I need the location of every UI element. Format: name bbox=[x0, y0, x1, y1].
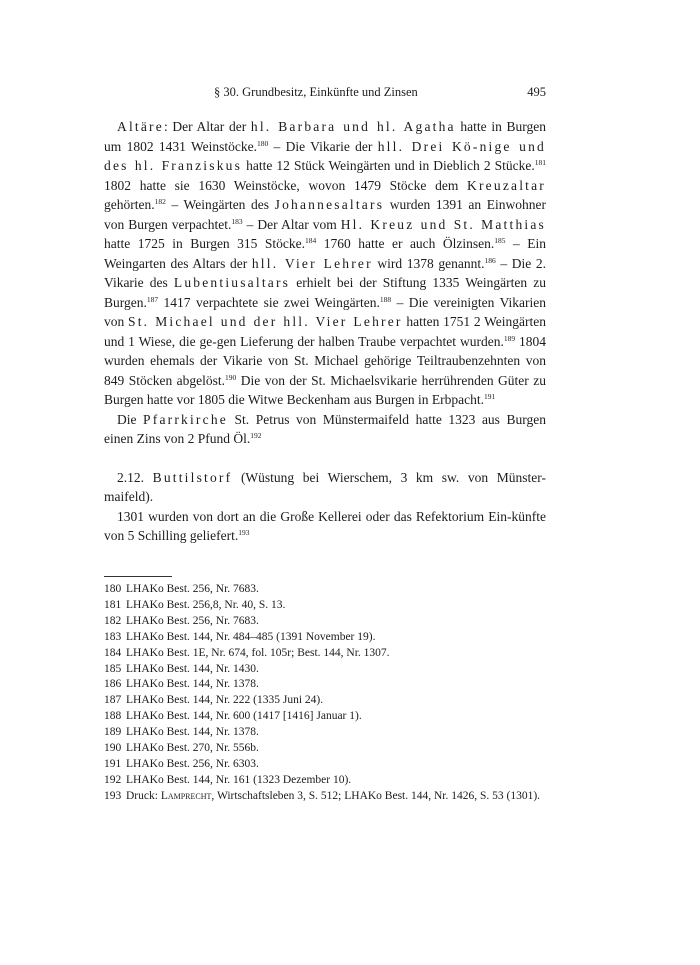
footnote-number: 190 bbox=[104, 742, 122, 755]
footnote-text: LHAKo Best. 256,8, Nr. 40, S. 13. bbox=[126, 598, 286, 611]
spaced-term: Lubentiusaltars bbox=[173, 275, 291, 290]
running-head bbox=[104, 82, 546, 102]
text-run: – Die Vikarie der bbox=[268, 138, 378, 154]
text-run: 2.12. bbox=[117, 469, 153, 485]
text-run: – Weingärten des bbox=[165, 197, 275, 212]
spaced-term: hll. Drei Kö-nige und des hl. Franziskus bbox=[104, 138, 546, 173]
footnote-item bbox=[104, 773, 546, 789]
footnote-text: LHAKo Best. 1E, Nr. 674, fol. 105r; Best. 144, Nr. 1307. bbox=[126, 646, 390, 659]
spaced-term: Pfarrkirche bbox=[143, 411, 228, 427]
footnote-number: 189 bbox=[104, 726, 122, 739]
footnote-text: LHAKo Best. 144, Nr. 1378. bbox=[126, 678, 259, 691]
text-run: – Die 2. Vikarie des bbox=[104, 255, 546, 290]
footnote-marker: 192 bbox=[250, 431, 262, 440]
spaced-term: hl. Barbara und hl. Agatha bbox=[250, 119, 456, 134]
text-run: hatte in Burgen um 1802 1431 Weinstöcke. bbox=[104, 119, 547, 154]
footnote-item bbox=[104, 677, 546, 693]
section-gap bbox=[104, 449, 546, 468]
footnote-item bbox=[104, 709, 546, 725]
footnote-number: 186 bbox=[104, 678, 122, 691]
footnote-text: LHAKo Best. 144, Nr. 600 (1417 [1416] Januar 1). bbox=[126, 710, 362, 723]
text-run: wurden 1391 an Einwohner von Burgen verpachtet. bbox=[104, 197, 546, 232]
footnote-marker: 187 bbox=[146, 294, 159, 304]
footnote-text: LHAKo Best. 144, Nr. 484–485 (1391 November 19). bbox=[126, 630, 376, 643]
text-run: 1802 hatte sie 1630 Weinstöcke, wovon 1479 Stöcke dem bbox=[104, 177, 468, 193]
text-run: Die von der St. Michaelsvikarie herrührenden Güter zu Burgen hatte vor 1805 die Witwe Beckenham aus Burgen in Erbpacht. bbox=[104, 372, 546, 407]
spaced-term: Altäre bbox=[117, 119, 164, 134]
footnote-list bbox=[104, 582, 546, 805]
footnote-number: 191 bbox=[104, 757, 122, 770]
running-title: § 30. Grundbesitz, Einkünfte und Zinsen bbox=[214, 85, 418, 99]
text-run: : Der Altar der bbox=[163, 119, 251, 134]
text-run: wird 1378 genannt. bbox=[372, 255, 485, 271]
text-run: 1301 wurden von dort an die Große Kellerei oder das Refektorium Ein-künfte von 5 Schilling geliefert. bbox=[104, 508, 546, 543]
footnote-item bbox=[104, 741, 546, 757]
text-run: – Ein Weingarten des Altars der bbox=[104, 236, 546, 271]
footnote-item bbox=[104, 693, 546, 709]
footnote-marker: 186 bbox=[484, 255, 496, 265]
spaced-term: Buttilstorf bbox=[152, 469, 233, 485]
spaced-term: hll. Vier Lehrer bbox=[251, 255, 373, 271]
text-run: hatten 1751 2 Weingärten und 1 Wiese, die ge-gen Lieferung der halben Traube verpachtet wurden. bbox=[104, 314, 546, 349]
footnote-marker: 185 bbox=[494, 236, 506, 245]
footnote-number: 182 bbox=[104, 614, 122, 627]
footnote-item bbox=[104, 630, 546, 646]
footnote-number: 192 bbox=[104, 773, 122, 786]
text-run: erhielt bei der Stiftung 1335 Weingärten zu Burgen. bbox=[104, 275, 546, 310]
footnote-text: LHAKo Best. 256, Nr. 7683. bbox=[126, 583, 259, 595]
spaced-term: St. Michael und der hll. Vier Lehrer bbox=[128, 314, 403, 329]
text-run: gehörten. bbox=[104, 197, 155, 212]
text-run: St. Petrus von Münstermaifeld hatte 1323 aus Burgen einen Zins von 2 Pfund Öl. bbox=[104, 411, 546, 446]
footnote-marker: 189 bbox=[503, 333, 516, 343]
footnote-marker: 188 bbox=[379, 294, 392, 304]
footnote-item bbox=[104, 582, 546, 598]
footnote-text: LHAKo Best. 144, Nr. 161 (1323 Dezember 10). bbox=[126, 773, 352, 786]
footnote-number: 185 bbox=[104, 662, 122, 675]
text-run: 1804 wurden ehemals der Vikarie von St. Michael gehörige Teiltraubenzehnten von 849 Stöcken abgelöst. bbox=[104, 333, 547, 388]
page-number: 495 bbox=[527, 85, 546, 99]
text-run: hatte 12 Stück Weingärten und in Dieblich 2 Stücke. bbox=[242, 158, 535, 173]
footnote-number: 183 bbox=[104, 630, 122, 643]
spaced-term: Hl. Kreuz und St. Matthias bbox=[340, 216, 547, 232]
text-run: 1417 verpachtete sie zwei Weingärten. bbox=[158, 294, 380, 310]
footnote-item bbox=[104, 725, 546, 741]
text-run: 1760 hatte er auch Ölzinsen. bbox=[316, 236, 495, 251]
footnote-marker: 180 bbox=[256, 138, 269, 148]
footnote-item bbox=[104, 646, 546, 662]
footnote-marker: 184 bbox=[305, 236, 317, 245]
footnote-marker: 183 bbox=[231, 216, 243, 226]
spaced-term: Kreuzaltar bbox=[467, 177, 546, 193]
footnote-text: LHAKo Best. 144, Nr. 1430. bbox=[126, 662, 259, 675]
footnote-marker: 191 bbox=[484, 392, 496, 401]
footnote-text: LHAKo Best. 144, Nr. 1378. bbox=[126, 726, 259, 739]
footnote-marker: 193 bbox=[238, 528, 250, 537]
footnote-item bbox=[104, 789, 546, 805]
text-run: (Wüstung bei Wierschem, 3 km sw. von Münster-maifeld). bbox=[104, 469, 546, 504]
body-text bbox=[104, 117, 546, 546]
footnote-number: 188 bbox=[104, 710, 122, 723]
footnote-text: LHAKo Best. 144, Nr. 222 (1335 Juni 24). bbox=[126, 694, 324, 707]
footnote-number: 180 bbox=[104, 583, 122, 595]
paragraph-buttilstorf bbox=[104, 507, 546, 546]
footnote-text: LHAKo Best. 270, Nr. 556b. bbox=[126, 742, 259, 755]
section-heading-buttilstorf bbox=[104, 468, 546, 507]
paragraph-parish-church bbox=[104, 410, 546, 449]
text-run: – Der Altar vom bbox=[242, 216, 341, 232]
footnote-text: LHAKo Best. 256, Nr. 6303. bbox=[126, 757, 259, 770]
footnote-text: Druck: Lamprecht, Wirtschaftsleben 3, S. 512; LHAKo Best. 144, Nr. 1426, S. 53 (1301). bbox=[126, 789, 541, 802]
text-run: – Die vereinigten Vikarien von bbox=[104, 294, 546, 329]
text-run: Die bbox=[117, 411, 144, 427]
footnote-item bbox=[104, 598, 546, 614]
footnote-number: 187 bbox=[104, 694, 122, 707]
footnote-item bbox=[104, 662, 546, 678]
footnote-number: 184 bbox=[104, 646, 122, 659]
footnote-marker: 190 bbox=[225, 372, 237, 382]
footnote-item bbox=[104, 614, 546, 630]
spaced-term: Johannesaltars bbox=[274, 197, 385, 212]
footnote-number: 193 bbox=[104, 789, 122, 802]
text-run: hatte 1725 in Burgen 315 Stöcke. bbox=[104, 236, 306, 251]
footnote-rule bbox=[104, 576, 172, 577]
footnote-number: 181 bbox=[104, 598, 122, 611]
footnote-text: LHAKo Best. 256, Nr. 7683. bbox=[126, 614, 259, 627]
footnote-item bbox=[104, 757, 546, 773]
paragraph-altars bbox=[104, 117, 546, 410]
footnote-marker: 182 bbox=[154, 197, 166, 206]
footnote-marker: 181 bbox=[534, 158, 547, 167]
